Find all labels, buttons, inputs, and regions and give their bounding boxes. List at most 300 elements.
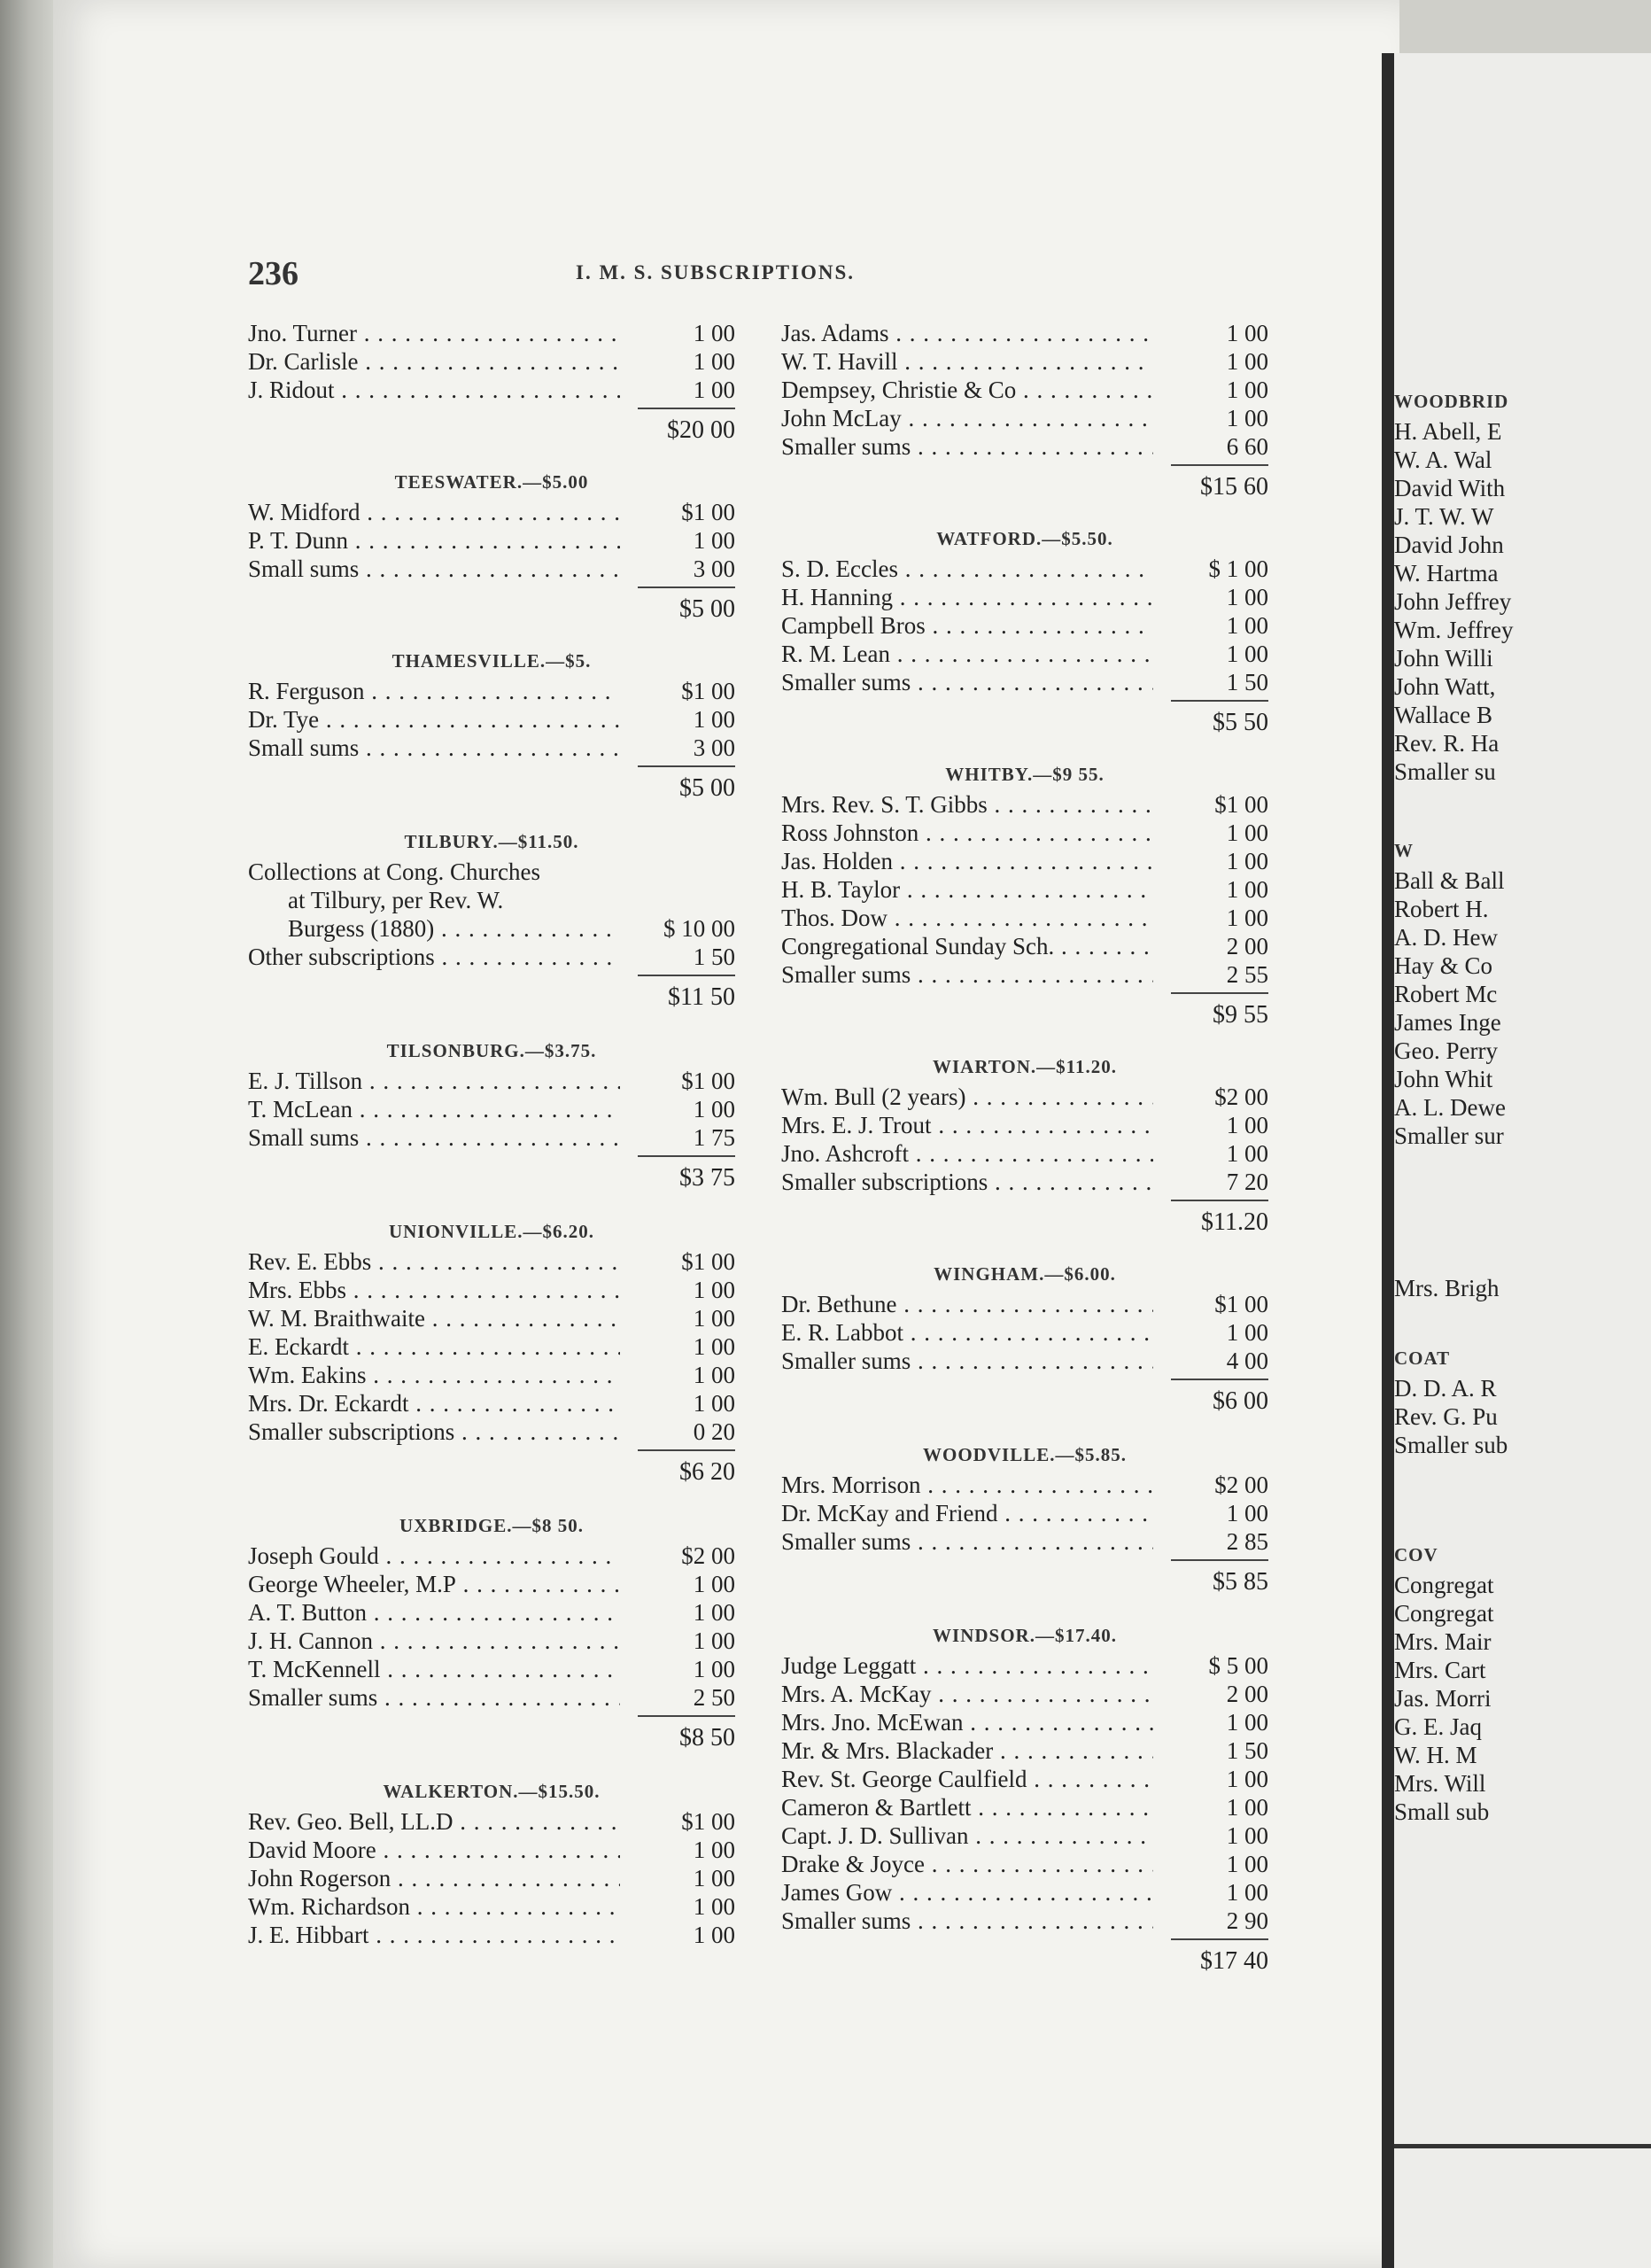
subscriber-name: Congregational Sunday Sch. . . . xyxy=(781,932,1153,960)
subscriber-name: Smaller sums . . . xyxy=(781,1527,1153,1556)
subscription-amount: $1 00 xyxy=(681,678,735,704)
subscription-amount: $2 00 xyxy=(1214,1084,1268,1110)
subscription-section xyxy=(1394,1539,1651,1826)
total-rule xyxy=(248,583,735,592)
subscriber-name: David With xyxy=(1394,475,1506,501)
subscription-entry xyxy=(1394,866,1651,895)
subscriber-name: W. H. M xyxy=(1394,1742,1477,1768)
subscription-entry xyxy=(248,555,735,583)
subscriber-name: Burgess (1880) . . . xyxy=(288,914,620,943)
subscription-section xyxy=(1394,1274,1651,1302)
subscriber-name: George Wheeler, M.P . . . xyxy=(248,1570,620,1598)
subscription-entry xyxy=(248,1095,735,1123)
subscription-amount: 1 00 xyxy=(693,377,735,403)
subscription-amount: 1 00 xyxy=(1226,1500,1268,1526)
subscription-entry xyxy=(1394,1093,1651,1122)
subscriber-name: A. D. Hew xyxy=(1394,924,1498,951)
subscriber-name: Mrs. Rev. S. T. Gibbs . . . xyxy=(781,790,1153,819)
subscription-entry xyxy=(1394,502,1651,531)
total-rule xyxy=(248,404,735,413)
subscription-entry xyxy=(781,875,1268,904)
section-heading: UNIONVILLE.—$6.20. xyxy=(388,1221,595,1242)
section-heading: WIARTON.—$11.20. xyxy=(933,1056,1117,1077)
subscription-entry xyxy=(1394,474,1651,502)
subscription-entry xyxy=(781,1527,1268,1556)
subscription-entry xyxy=(248,1627,735,1655)
subscription-entry xyxy=(781,611,1268,640)
subscription-entry xyxy=(781,1907,1268,1935)
section-heading: WINDSOR.—$17.40. xyxy=(933,1625,1117,1646)
subscription-section xyxy=(248,645,735,806)
subscription-amount: 1 00 xyxy=(1226,641,1268,667)
total-rule xyxy=(248,1446,735,1455)
subscription-amount: 1 00 xyxy=(1226,377,1268,403)
subscription-amount: 2 00 xyxy=(1226,933,1268,959)
subscription-entry xyxy=(781,583,1268,611)
subscriber-name: Ross Johnston . . . xyxy=(781,819,1153,847)
total-rule xyxy=(781,696,1268,705)
section-heading: WINGHAM.—$6.00. xyxy=(934,1263,1116,1285)
subscription-amount: 1 00 xyxy=(693,348,735,375)
column-two xyxy=(781,319,1268,1979)
subscriber-name: Dr. Carlisle . . . xyxy=(248,347,620,376)
subscription-entry xyxy=(248,1276,735,1304)
subscription-entry xyxy=(781,1083,1268,1111)
subscriber-name: A. T. Button . . . xyxy=(248,1598,620,1627)
subscriber-name: Congregat xyxy=(1394,1600,1494,1627)
subscriber-name: E. J. Tillson . . . xyxy=(248,1067,620,1095)
section-total: $6 20 xyxy=(679,1458,735,1486)
subscription-entry xyxy=(1394,417,1651,446)
subscriber-name: Smaller sums . . . xyxy=(781,1907,1153,1935)
subscription-entry xyxy=(248,1304,735,1332)
subscription-section xyxy=(781,1619,1268,1979)
subscription-section xyxy=(781,758,1268,1033)
subscription-amount: 1 00 xyxy=(693,1627,735,1654)
subscription-entry xyxy=(781,1765,1268,1793)
subscription-amount: 1 00 xyxy=(1226,1709,1268,1736)
subscription-amount: 3 00 xyxy=(693,734,735,761)
subscription-entry xyxy=(1394,531,1651,559)
subscriber-name: Small sums . . . xyxy=(248,734,620,762)
subscriber-name: John Watt, xyxy=(1394,673,1496,700)
subscription-entry xyxy=(1394,559,1651,587)
subscription-amount: 1 00 xyxy=(1226,320,1268,346)
subscriber-name: W. M. Braithwaite . . . xyxy=(248,1304,620,1332)
subscription-entry xyxy=(781,1680,1268,1708)
subscriber-name: at Tilbury, per Rev. W. xyxy=(288,887,504,913)
subscription-section xyxy=(781,1258,1268,1419)
subscriber-name: E. Eckardt . . . xyxy=(248,1332,620,1361)
subscription-entry xyxy=(1394,1599,1651,1627)
subscription-section xyxy=(248,1510,735,1756)
subscriber-name: E. R. Labbot . . . xyxy=(781,1318,1153,1347)
subscriber-name: Smaller sums . . . xyxy=(781,432,1153,461)
section-total: $15 60 xyxy=(1200,473,1268,501)
subscriber-name: Mrs. Brigh xyxy=(1394,1275,1500,1301)
subscription-amount: 2 55 xyxy=(1226,961,1268,988)
subscription-amount: 1 00 xyxy=(1226,405,1268,431)
total-rule xyxy=(248,971,735,980)
total-rule xyxy=(781,1196,1268,1205)
subscription-entry xyxy=(1394,1684,1651,1713)
subscription-entry xyxy=(248,319,735,347)
subscription-entry xyxy=(248,1067,735,1095)
subscription-section xyxy=(248,319,735,448)
subscription-amount: 1 00 xyxy=(1226,1822,1268,1849)
subscription-entry xyxy=(781,847,1268,875)
subscription-entry xyxy=(248,1836,735,1864)
subscription-amount: $2 00 xyxy=(1214,1472,1268,1498)
subscription-amount: 1 75 xyxy=(693,1124,735,1151)
subscription-entry xyxy=(1394,644,1651,672)
subscription-entry xyxy=(248,347,735,376)
section-heading: UXBRIDGE.—$8 50. xyxy=(399,1515,584,1536)
subscription-amount: 1 00 xyxy=(693,1362,735,1388)
subscription-amount: 1 00 xyxy=(1226,876,1268,903)
subscription-amount: 1 00 xyxy=(693,1277,735,1303)
subscription-entry xyxy=(1394,1122,1651,1150)
subscriber-name: Rev. R. Ha xyxy=(1394,730,1500,757)
subscriber-name: D. D. A. R xyxy=(1394,1375,1497,1402)
subscription-amount: 1 00 xyxy=(1226,1140,1268,1167)
subscription-entry xyxy=(781,1168,1268,1196)
subscription-entry xyxy=(781,1347,1268,1375)
subscriber-name: R. Ferguson . . . xyxy=(248,677,620,705)
subscriber-name: Jas. Holden . . . xyxy=(781,847,1153,875)
subscription-entry xyxy=(1394,587,1651,616)
subscription-amount: $ 1 00 xyxy=(1208,555,1268,582)
subscription-section xyxy=(248,826,735,1015)
subscriber-name: Small sums . . . xyxy=(248,1123,620,1152)
subscription-amount: $1 00 xyxy=(681,499,735,525)
subscriber-name: Wm. Bull (2 years) . . . xyxy=(781,1083,1153,1111)
subscription-entry xyxy=(781,432,1268,461)
subscription-amount: 1 00 xyxy=(1226,848,1268,874)
subscription-section xyxy=(1394,835,1651,1150)
subscriber-name: J. Ridout . . . xyxy=(248,376,620,404)
subscriber-name: Robert H. xyxy=(1394,896,1489,922)
subscription-entry xyxy=(1394,1769,1651,1798)
subscription-entry xyxy=(248,943,735,971)
subscription-amount: 0 20 xyxy=(693,1418,735,1445)
section-total: $17 40 xyxy=(1200,1947,1268,1975)
subscriber-name: Jno. Ashcroft . . . xyxy=(781,1139,1153,1168)
subscription-entry xyxy=(781,1499,1268,1527)
total-rule xyxy=(781,461,1268,470)
subscriber-name: Smaller sur xyxy=(1394,1122,1504,1149)
subscription-entry xyxy=(1394,1065,1651,1093)
subscriber-name: W. Midford . . . xyxy=(248,498,620,526)
subscriber-name: Wallace B xyxy=(1394,702,1493,728)
subscriber-name: S. D. Eccles . . . xyxy=(781,555,1153,583)
total-rule xyxy=(781,1375,1268,1384)
subscriber-name: H. Hanning . . . xyxy=(781,583,1153,611)
subscription-entry xyxy=(781,1290,1268,1318)
subscriber-name: Dr. McKay and Friend . . . xyxy=(781,1499,1153,1527)
section-total: $20 00 xyxy=(667,416,735,444)
section-heading: WHITBY.—$9 55. xyxy=(945,764,1105,785)
subscriber-name: Hay & Co xyxy=(1394,952,1492,979)
book-gutter xyxy=(1382,53,1394,2268)
subscriber-name: Smaller subscriptions . . . xyxy=(248,1418,620,1446)
subscriber-name: John McLay . . . xyxy=(781,404,1153,432)
subscription-amount: $1 00 xyxy=(681,1808,735,1835)
subscription-amount: 1 00 xyxy=(693,1656,735,1682)
subscriber-name: Cameron & Bartlett . . . xyxy=(781,1793,1153,1821)
subscription-entry xyxy=(248,1247,735,1276)
subscriber-name: John Whit xyxy=(1394,1066,1493,1092)
subscription-entry xyxy=(781,1139,1268,1168)
subscription-entry xyxy=(248,1361,735,1389)
subscription-amount: 1 00 xyxy=(693,320,735,346)
subscription-amount: $1 00 xyxy=(681,1248,735,1275)
subscription-amount: 1 00 xyxy=(1226,1112,1268,1138)
subscription-amount: 1 00 xyxy=(1226,905,1268,931)
subscription-entry xyxy=(781,1736,1268,1765)
subscriber-name: Rev. Geo. Bell, LL.D . . . xyxy=(248,1807,620,1836)
subscriber-name: Joseph Gould . . . xyxy=(248,1542,620,1570)
subscription-entry xyxy=(781,1878,1268,1907)
section-total: $5 00 xyxy=(679,595,735,623)
subscriber-name: Robert Mc xyxy=(1394,981,1498,1007)
total-rule xyxy=(248,1712,735,1720)
subscriber-name: T. McLean . . . xyxy=(248,1095,620,1123)
subscription-entry xyxy=(781,555,1268,583)
subscriber-name: G. E. Jaq xyxy=(1394,1713,1482,1740)
page-number: 236 xyxy=(248,255,298,292)
subscription-entry xyxy=(1394,1374,1651,1402)
section-heading: W xyxy=(1394,840,1414,861)
subscription-section xyxy=(248,466,735,627)
page-header xyxy=(248,254,957,290)
subscriber-name: Judge Leggatt . . . xyxy=(781,1651,1153,1680)
subscription-entry xyxy=(248,1807,735,1836)
subscriber-name: Small sums . . . xyxy=(248,555,620,583)
column-one xyxy=(248,319,735,1949)
section-total: $11.20 xyxy=(1201,1208,1268,1236)
subscription-entry xyxy=(1394,757,1651,786)
section-heading: TILBURY.—$11.50. xyxy=(404,831,579,852)
subscription-entry xyxy=(781,347,1268,376)
subscription-entry xyxy=(781,1111,1268,1139)
subscription-amount: 1 00 xyxy=(693,1893,735,1920)
subscription-entry xyxy=(1394,1656,1651,1684)
subscription-entry xyxy=(1394,1713,1651,1741)
subscriber-name: Mrs. E. J. Trout . . . xyxy=(781,1111,1153,1139)
subscriber-name: Dempsey, Christie & Co . . . xyxy=(781,376,1153,404)
subscription-amount: 6 60 xyxy=(1226,433,1268,460)
subscriber-name: Dr. Bethune . . . xyxy=(781,1290,1153,1318)
subscription-section xyxy=(781,1439,1268,1600)
subscriber-name: W. A. Wal xyxy=(1394,447,1492,473)
total-rule xyxy=(781,1556,1268,1565)
subscriber-name: Rev. G. Pu xyxy=(1394,1403,1498,1430)
subscription-entry xyxy=(1394,446,1651,474)
subscription-entry xyxy=(1394,672,1651,701)
running-head: I. M. S. SUBSCRIPTIONS. xyxy=(576,261,856,284)
subscriber-name: Jas. Morri xyxy=(1394,1685,1492,1712)
subscription-section xyxy=(248,1216,735,1490)
subscription-entry xyxy=(248,1598,735,1627)
subscriber-name: Dr. Tye . . . xyxy=(248,705,620,734)
total-rule xyxy=(248,1152,735,1161)
subscription-amount: 2 50 xyxy=(693,1684,735,1711)
subscription-entry xyxy=(248,1892,735,1921)
section-total: $6 00 xyxy=(1213,1387,1268,1415)
subscription-entry xyxy=(1394,616,1651,644)
subscription-amount: 1 00 xyxy=(1226,819,1268,846)
subscriber-name: David Moore . . . xyxy=(248,1836,620,1864)
subscription-entry xyxy=(1394,701,1651,729)
subscription-section xyxy=(781,319,1268,505)
subscriber-name: A. L. Dewe xyxy=(1394,1094,1506,1121)
subscription-entry xyxy=(781,790,1268,819)
subscription-amount: 1 00 xyxy=(1226,348,1268,375)
subscriber-name: J. E. Hibbart . . . xyxy=(248,1921,620,1949)
subscription-amount: 1 00 xyxy=(693,1305,735,1332)
subscription-amount: 1 00 xyxy=(693,1096,735,1122)
subscription-amount: 2 85 xyxy=(1226,1528,1268,1555)
subscription-amount: 1 00 xyxy=(1226,1851,1268,1877)
subscription-entry xyxy=(248,858,735,886)
subscription-entry xyxy=(781,904,1268,932)
subscription-entry xyxy=(248,1655,735,1683)
subscription-entry xyxy=(248,677,735,705)
subscription-entry xyxy=(781,1708,1268,1736)
subscription-entry xyxy=(781,1471,1268,1499)
subscription-entry xyxy=(248,498,735,526)
subscription-section xyxy=(1394,385,1651,786)
subscription-entry xyxy=(1394,1402,1651,1431)
right-page xyxy=(1394,53,1651,2268)
subscription-entry xyxy=(781,668,1268,696)
subscription-entry xyxy=(248,1123,735,1152)
subscription-amount: 1 00 xyxy=(693,1865,735,1891)
subscription-amount: 1 00 xyxy=(693,1922,735,1948)
subscription-entry xyxy=(781,819,1268,847)
section-heading: COAT xyxy=(1394,1348,1451,1369)
subscriber-name: Ball & Ball xyxy=(1394,867,1505,894)
subscription-amount: 1 50 xyxy=(693,944,735,970)
subscriber-name: Smaller subscriptions . . . xyxy=(781,1168,1153,1196)
subscription-entry xyxy=(1394,1741,1651,1769)
subscription-amount: 1 00 xyxy=(1226,1319,1268,1346)
subscriber-name: H. B. Taylor . . . xyxy=(781,875,1153,904)
subscription-entry xyxy=(1394,980,1651,1008)
subscriber-name: John Rogerson . . . xyxy=(248,1864,620,1892)
section-heading: TILSONBURG.—$3.75. xyxy=(386,1040,597,1061)
subscription-amount: 2 00 xyxy=(1226,1681,1268,1707)
section-total: $5 50 xyxy=(1213,709,1268,736)
subscriber-name: Smaller sums . . . xyxy=(781,960,1153,989)
subscription-entry xyxy=(781,932,1268,960)
subscription-entry xyxy=(248,526,735,555)
total-rule xyxy=(781,1935,1268,1944)
subscription-amount: 1 50 xyxy=(1226,669,1268,695)
subscription-entry xyxy=(248,1332,735,1361)
subscription-entry xyxy=(248,376,735,404)
subscription-amount: 1 00 xyxy=(1226,1794,1268,1821)
subscription-entry xyxy=(248,1570,735,1598)
subscription-amount: 2 90 xyxy=(1226,1907,1268,1934)
subscriber-name: James Gow . . . xyxy=(781,1878,1153,1907)
subscription-amount: 1 00 xyxy=(693,1599,735,1626)
subscription-entry xyxy=(1394,1798,1651,1826)
subscriber-name: Campbell Bros . . . xyxy=(781,611,1153,640)
subscriber-name: Drake & Joyce . . . xyxy=(781,1850,1153,1878)
subscriber-name: Rev. E. Ebbs . . . xyxy=(248,1247,620,1276)
subscriber-name: Geo. Perry xyxy=(1394,1037,1498,1064)
subscription-section xyxy=(781,523,1268,741)
subscriber-name: Rev. St. George Caulfield . . . xyxy=(781,1765,1153,1793)
subscription-entry xyxy=(781,319,1268,347)
subscription-amount: 1 00 xyxy=(1226,584,1268,610)
subscriber-name: Mrs. Cart xyxy=(1394,1657,1486,1683)
subscriber-name: Mrs. Morrison . . . xyxy=(781,1471,1153,1499)
subscription-amount: 1 00 xyxy=(693,706,735,733)
subscriber-name: Small sub xyxy=(1394,1798,1490,1825)
subscriber-name: Mr. & Mrs. Blackader . . . xyxy=(781,1736,1153,1765)
subscription-amount: 1 00 xyxy=(693,527,735,554)
subscriber-name: Smaller sums . . . xyxy=(781,1347,1153,1375)
subscription-entry xyxy=(1394,895,1651,923)
subscription-entry xyxy=(1394,1037,1651,1065)
subscriber-name: Mrs. Mair xyxy=(1394,1628,1492,1655)
page-edge-line xyxy=(1394,2144,1651,2148)
subscriber-name: Thos. Dow . . . xyxy=(781,904,1153,932)
subscription-entry xyxy=(781,376,1268,404)
section-heading: WATFORD.—$5.50. xyxy=(936,528,1113,549)
subscription-entry xyxy=(781,1651,1268,1680)
subscriber-name: Collections at Cong. Churches xyxy=(248,858,540,885)
total-rule xyxy=(248,762,735,771)
subscriber-name: Mrs. Will xyxy=(1394,1770,1486,1797)
subscriber-name: Wm. Richardson . . . xyxy=(248,1892,620,1921)
subscription-entry xyxy=(781,1821,1268,1850)
subscription-entry xyxy=(248,1418,735,1446)
subscription-amount: $1 00 xyxy=(1214,1291,1268,1317)
subscription-entry xyxy=(248,1683,735,1712)
subscription-entry xyxy=(1394,923,1651,951)
subscription-amount: 1 50 xyxy=(1226,1737,1268,1764)
section-heading: THAMESVILLE.—$5. xyxy=(391,650,592,672)
subscription-section xyxy=(248,1035,735,1196)
subscription-amount: $ 10 00 xyxy=(663,915,735,942)
subscriber-name: John Willi xyxy=(1394,645,1493,672)
subscription-entry xyxy=(781,1850,1268,1878)
subscription-entry xyxy=(1394,1627,1651,1656)
subscription-amount: 1 00 xyxy=(693,1390,735,1417)
subscription-amount: 1 00 xyxy=(693,1837,735,1863)
section-total: $8 50 xyxy=(679,1724,735,1751)
subscription-entry xyxy=(781,1793,1268,1821)
subscription-entry xyxy=(1394,1008,1651,1037)
subscription-entry xyxy=(1394,1431,1651,1459)
subscriber-name: Smaller su xyxy=(1394,758,1496,785)
subscriber-name: Congregat xyxy=(1394,1572,1494,1598)
subscription-entry xyxy=(1394,1571,1651,1599)
subscription-entry xyxy=(1394,951,1651,980)
subscriber-name: W. T. Havill . . . xyxy=(781,347,1153,376)
subscriber-name: Wm. Jeffrey xyxy=(1394,617,1514,643)
subscription-amount: $1 00 xyxy=(681,1068,735,1094)
subscription-section xyxy=(248,1775,735,1949)
subscription-entry xyxy=(248,914,735,943)
section-heading: TEESWATER.—$5.00 xyxy=(394,471,589,493)
subscription-section xyxy=(781,1051,1268,1240)
subscription-entry xyxy=(248,886,735,914)
